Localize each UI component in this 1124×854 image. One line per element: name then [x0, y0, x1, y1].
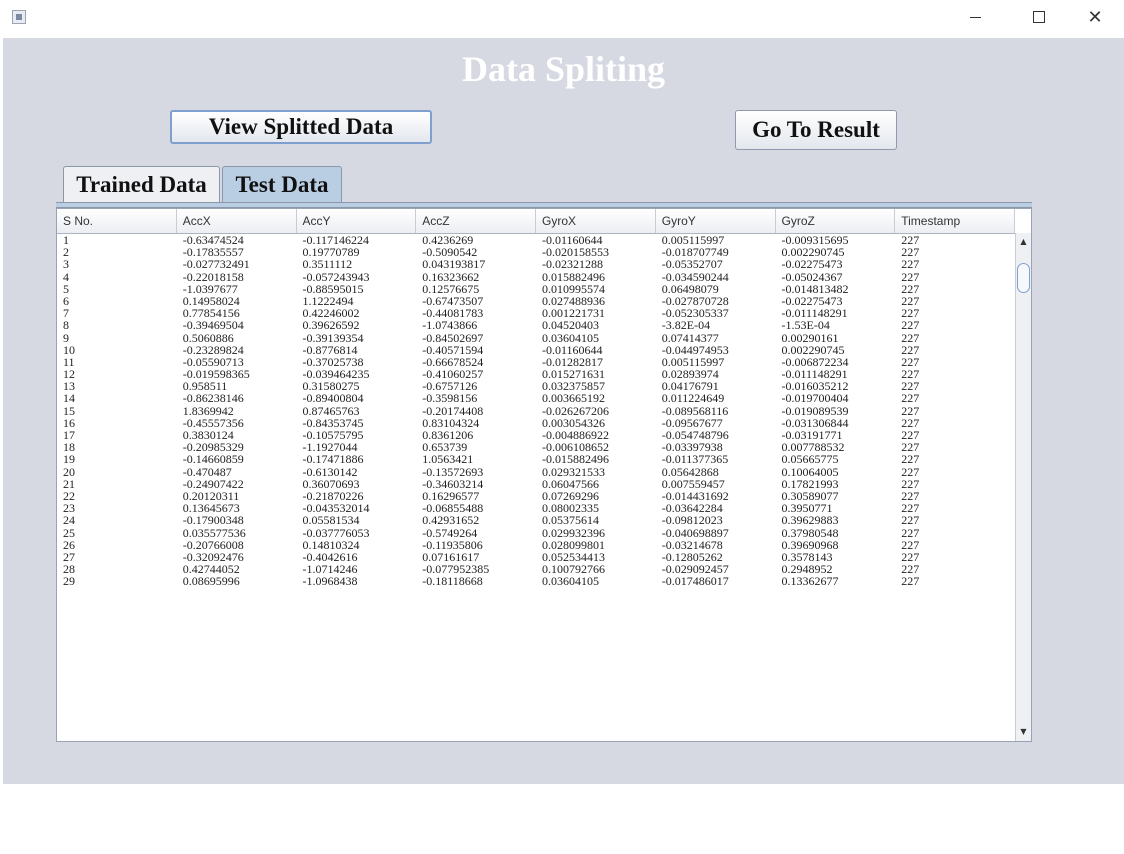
table-cell: 22 [63, 489, 75, 503]
table-cell: 25 [63, 526, 75, 539]
table-cell: -0.006872234 [781, 355, 849, 369]
column-header[interactable]: S No. [57, 209, 177, 233]
table-cell: -0.6130142 [302, 465, 358, 478]
table-row[interactable] [57, 307, 1015, 319]
table-cell: -3.82E-04 [661, 319, 711, 332]
table-cell: -1.0743866 [422, 319, 478, 332]
table-cell: -0.05024367 [781, 270, 843, 283]
table-cell: 0.100792766 [542, 563, 605, 576]
column-header[interactable]: Timestamp [895, 209, 1015, 233]
table-cell: 0.07414377 [661, 331, 719, 344]
table-cell: 16 [63, 416, 75, 429]
table-cell: 227 [901, 270, 920, 283]
table-cell: 0.39629883 [781, 514, 839, 527]
table-cell: -0.052305337 [661, 307, 729, 320]
table-cell: -0.67473507 [422, 294, 484, 308]
table-cell: 0.00290161 [781, 331, 839, 344]
column-header[interactable]: AccX [177, 209, 297, 233]
table-row[interactable] [57, 527, 1015, 539]
main-panel [3, 38, 1124, 784]
table-cell: 0.015271631 [542, 368, 605, 381]
table-cell: -0.20766008 [182, 538, 244, 551]
table-cell: -0.32092476 [182, 550, 244, 564]
table-cell: 227 [901, 538, 920, 551]
table-cell: -0.01282817 [542, 355, 603, 369]
table-cell: 227 [901, 331, 920, 344]
table-cell: 0.04520403 [542, 319, 599, 332]
table-cell: 0.002290745 [781, 343, 845, 356]
table-cell: 227 [901, 441, 920, 454]
table-cell: -0.03642284 [661, 502, 723, 515]
table-cell: 0.052534413 [542, 550, 605, 564]
table-cell: 14 [63, 392, 75, 405]
table-cell: -0.63474524 [182, 234, 244, 247]
table-cell: 24 [63, 514, 75, 527]
table-cell: 227 [901, 343, 920, 356]
table-cell: 0.16296577 [422, 489, 480, 503]
table-row[interactable] [57, 490, 1015, 502]
table-cell: 29 [63, 575, 75, 588]
table-cell: 0.029321533 [542, 465, 605, 478]
table-row[interactable] [57, 514, 1015, 526]
table-cell: 227 [901, 416, 920, 429]
table-cell: 0.83104324 [422, 416, 480, 429]
table-cell: -0.3598156 [422, 392, 478, 405]
table-cell: 227 [901, 404, 920, 417]
vertical-scrollbar[interactable] [1015, 233, 1031, 741]
minimize-icon[interactable] [952, 2, 998, 32]
tab-trained-data[interactable]: Trained Data [63, 166, 220, 202]
table-row[interactable] [57, 271, 1015, 283]
table-cell: 227 [901, 392, 920, 405]
table-cell: -0.20174408 [422, 404, 484, 417]
table-cell: 27 [63, 550, 75, 564]
table-cell: -0.03214678 [661, 538, 723, 551]
table-cell: 227 [901, 526, 920, 539]
table-cell: 0.043193817 [422, 258, 486, 271]
table-cell: -0.13572693 [422, 465, 484, 478]
table-row[interactable] [57, 563, 1015, 575]
table-cell: 227 [901, 258, 920, 271]
table-cell: -0.014431692 [661, 489, 729, 503]
table-cell: -0.014813482 [781, 282, 849, 295]
table-cell: -0.40571594 [422, 343, 484, 356]
table-cell: 0.06047566 [542, 477, 599, 490]
table-cell: -0.01160644 [542, 234, 603, 247]
table-cell: -0.018707749 [661, 246, 729, 259]
table-cell: -0.05590713 [182, 355, 244, 369]
table-row[interactable] [57, 466, 1015, 478]
table-cell: 0.14958024 [182, 294, 240, 308]
table-cell: 0.015882496 [542, 270, 605, 283]
table-cell: 7 [63, 307, 69, 320]
table-cell: -0.05352707 [661, 258, 723, 271]
table-cell: 19 [63, 453, 75, 466]
table-cell: 15 [63, 404, 75, 417]
table-cell: 227 [901, 380, 920, 393]
table-cell: 227 [901, 319, 920, 332]
table-cell: 0.5060886 [182, 331, 234, 344]
table-row[interactable] [57, 319, 1015, 331]
table-cell: -0.015882496 [542, 453, 609, 466]
view-splitted-data-button[interactable]: View Splitted Data [170, 110, 432, 144]
table-cell: 8 [63, 319, 69, 332]
table-cell: 227 [901, 575, 920, 588]
table-cell: 17 [63, 429, 75, 442]
table-cell: 0.07161617 [422, 550, 480, 564]
table-cell: 0.2948952 [781, 563, 833, 576]
table-cell: 18 [63, 441, 75, 454]
table-row[interactable] [57, 453, 1015, 465]
table-cell: 227 [901, 368, 920, 381]
table-cell: 0.05642868 [661, 465, 719, 478]
table-cell: 0.010995574 [542, 282, 605, 295]
table-cell: -0.39139354 [302, 331, 364, 344]
table-cell: -0.016035212 [781, 380, 849, 393]
table-cell: 0.027488936 [542, 294, 605, 308]
table-row[interactable] [57, 417, 1015, 429]
table-row[interactable] [57, 234, 1015, 246]
table-cell: 20 [63, 465, 75, 478]
scroll-down-icon[interactable]: ▼ [1020, 727, 1027, 736]
table-cell: -0.043532014 [302, 502, 370, 515]
table-cell: 0.16323662 [422, 270, 480, 283]
table-cell: -0.37025738 [302, 355, 364, 369]
table-cell: 10 [63, 343, 75, 356]
table-cell: 26 [63, 538, 75, 551]
maximize-icon[interactable] [1016, 2, 1062, 32]
column-header[interactable]: GyroY [656, 209, 776, 233]
table-cell: 0.06498079 [661, 282, 719, 295]
table-cell: -1.0714246 [302, 563, 358, 576]
table-cell: 0.08695996 [182, 575, 240, 588]
table-row[interactable] [57, 429, 1015, 441]
table-cell: 227 [901, 453, 920, 466]
table-cell: 0.005115997 [661, 355, 725, 369]
table-cell: -0.24907422 [182, 477, 244, 490]
go-to-result-button[interactable]: Go To Result [735, 110, 897, 150]
table-cell: -0.18118668 [422, 575, 483, 588]
table-cell: -0.41060257 [422, 368, 484, 381]
table-cell: -0.5749264 [422, 526, 478, 539]
table-cell: -0.44081783 [422, 307, 484, 320]
table-cell: 1.0563421 [422, 453, 474, 466]
table-cell: -1.53E-04 [781, 319, 830, 332]
table-cell: 0.3578143 [781, 550, 833, 564]
table-row[interactable] [57, 344, 1015, 356]
table-cell: 227 [901, 234, 920, 247]
table-cell: 0.12576675 [422, 282, 480, 295]
table-cell: -0.45557356 [182, 416, 244, 429]
table-cell: 227 [901, 502, 920, 515]
table-cell: -0.040698897 [661, 526, 729, 539]
table-cell: 1.8369942 [182, 404, 234, 417]
table-cell: 0.002290745 [781, 246, 845, 259]
table-cell: -0.21870226 [302, 489, 364, 503]
table-cell: 0.8361206 [422, 429, 474, 442]
table-cell: -0.11935806 [422, 538, 483, 551]
table-cell: 227 [901, 514, 920, 527]
table-cell: -0.66678524 [422, 355, 484, 369]
table-cell: 12 [63, 368, 75, 381]
table-cell: 0.028099801 [542, 538, 605, 551]
table-cell: 0.39690968 [781, 538, 839, 551]
data-table [56, 208, 1032, 742]
column-header[interactable]: AccY [297, 209, 417, 233]
table-cell: 0.04176791 [661, 380, 719, 393]
table-cell: 0.029932396 [542, 526, 605, 539]
column-header[interactable]: AccZ [416, 209, 536, 233]
table-cell: -1.0968438 [302, 575, 358, 588]
table-cell: 0.005115997 [661, 234, 725, 247]
table-cell: 5 [63, 282, 69, 295]
table-cell: 0.003054326 [542, 416, 605, 429]
table-cell: -0.10575795 [302, 429, 364, 442]
table-cell: 0.3950771 [781, 502, 833, 515]
table-cell: -0.5090542 [422, 246, 478, 259]
table-cell: -0.14660859 [182, 453, 244, 466]
table-row[interactable] [57, 502, 1015, 514]
table-cell: 1.1222494 [302, 294, 354, 308]
table-cell: 227 [901, 294, 920, 308]
close-icon[interactable]: ✕ [1087, 6, 1103, 28]
table-cell: -1.0397677 [182, 282, 238, 295]
table-cell: 0.13645673 [182, 502, 240, 515]
table-cell: -0.22018158 [182, 270, 244, 283]
column-header[interactable]: GyroZ [776, 209, 896, 233]
table-cell: 0.31580275 [302, 380, 360, 393]
table-row[interactable] [57, 392, 1015, 404]
table-cell: 0.05665775 [781, 453, 839, 466]
table-cell: -0.027870728 [661, 294, 729, 308]
table-cell: -0.02275473 [781, 294, 843, 308]
table-row[interactable] [57, 575, 1015, 587]
table-cell: -0.027732491 [182, 258, 250, 271]
table-cell: 0.36070693 [302, 477, 360, 490]
table-cell: -0.006108652 [542, 441, 609, 454]
table-cell: 11 [63, 355, 75, 369]
table-cell: 0.39626592 [302, 319, 360, 332]
scroll-up-icon[interactable]: ▲ [1020, 237, 1027, 246]
table-cell: 0.10064005 [781, 465, 839, 478]
table-row[interactable] [57, 380, 1015, 392]
table-cell: 227 [901, 307, 920, 320]
table-row[interactable] [57, 405, 1015, 417]
table-cell: 0.007788532 [781, 441, 845, 454]
scroll-thumb[interactable] [1017, 263, 1030, 293]
table-cell: -0.011377365 [661, 453, 729, 466]
table-cell: -0.09567677 [661, 416, 723, 429]
table-cell: -0.34603214 [422, 477, 484, 490]
table-row[interactable] [57, 246, 1015, 258]
table-cell: 0.02893974 [661, 368, 719, 381]
table-cell: 227 [901, 465, 920, 478]
table-row[interactable] [57, 258, 1015, 270]
table-cell: 0.77854156 [182, 307, 240, 320]
table-cell: 0.20120311 [182, 489, 240, 503]
table-cell: 4 [63, 270, 69, 283]
table-cell: 0.30589077 [781, 489, 839, 503]
table-cell: -0.84353745 [302, 416, 364, 429]
table-cell: -0.026267206 [542, 404, 609, 417]
table-cell: -0.117146224 [302, 234, 370, 247]
table-cell: 23 [63, 502, 75, 515]
table-cell: 227 [901, 477, 920, 490]
table-cell: -0.06855488 [422, 502, 484, 515]
table-cell: 0.007559457 [661, 477, 725, 490]
table-cell: -0.009315695 [781, 234, 849, 247]
table-cell: 13 [63, 380, 75, 393]
table-cell: -1.1927044 [302, 441, 358, 454]
table-cell: -0.20985329 [182, 441, 244, 454]
table-cell: -0.39469504 [182, 319, 244, 332]
table-cell: 21 [63, 477, 75, 490]
table-cell: -0.031306844 [781, 416, 849, 429]
table-cell: 0.03604105 [542, 331, 599, 344]
table-cell: 0.08002335 [542, 502, 599, 515]
table-cell: -0.84502697 [422, 331, 484, 344]
table-cell: -0.039464235 [302, 368, 370, 381]
table-row[interactable] [57, 356, 1015, 368]
table-cell: -0.057243943 [302, 270, 370, 283]
table-cell: -0.17900348 [182, 514, 244, 527]
table-row[interactable] [57, 441, 1015, 453]
table-cell: 0.001221731 [542, 307, 605, 320]
table-cell: 28 [63, 563, 75, 576]
table-row[interactable] [57, 368, 1015, 380]
table-cell: 0.13362677 [781, 575, 839, 588]
table-cell: -0.011148291 [781, 368, 848, 381]
table-cell: -0.004886922 [542, 429, 609, 442]
table-cell: -0.01160644 [542, 343, 603, 356]
table-cell: -0.4042616 [302, 550, 358, 564]
page-title: Data Spliting [461, 49, 666, 89]
table-cell: -0.23289824 [182, 343, 244, 356]
table-row[interactable] [57, 332, 1015, 344]
table-cell: 0.03604105 [542, 575, 599, 588]
table-cell: 0.37980548 [781, 526, 839, 539]
table-cell: 0.17821993 [781, 477, 839, 490]
table-cell: 1 [63, 234, 69, 247]
table-cell: 227 [901, 429, 920, 442]
table-cell: -0.02275473 [781, 258, 843, 271]
table-cell: -0.17471886 [302, 453, 364, 466]
table-cell: -0.03397938 [661, 441, 723, 454]
table-cell: 3 [63, 258, 69, 271]
table-cell: 0.003665192 [542, 392, 605, 405]
java-app-icon[interactable] [12, 10, 26, 24]
table-row[interactable] [57, 478, 1015, 490]
table-cell: 0.87465763 [302, 404, 360, 417]
table-cell: -0.03191771 [781, 429, 843, 442]
table-cell: -0.054748796 [661, 429, 729, 442]
table-cell: -0.029092457 [661, 563, 729, 576]
table-row[interactable] [57, 295, 1015, 307]
table-cell: -0.034590244 [661, 270, 729, 283]
table-cell: -0.019598365 [182, 368, 250, 381]
table-cell: 0.653739 [422, 441, 468, 454]
table-cell: -0.089568116 [661, 404, 729, 417]
table-cell: 227 [901, 489, 920, 503]
table-cell: 227 [901, 550, 920, 564]
table-row[interactable] [57, 283, 1015, 295]
column-header[interactable]: GyroX [536, 209, 656, 233]
table-cell: -0.12805262 [661, 550, 723, 564]
table-cell: 0.14810324 [302, 538, 360, 551]
table-row[interactable] [57, 539, 1015, 551]
table-cell: 227 [901, 246, 920, 259]
table-cell: 9 [63, 331, 69, 344]
table-cell: -0.011148291 [781, 307, 848, 320]
table-cell: 6 [63, 294, 69, 308]
table-cell: 0.19770789 [302, 246, 360, 259]
table-cell: -0.470487 [182, 465, 232, 478]
table-cell: 0.4236269 [422, 234, 474, 247]
table-cell: 0.035577536 [182, 526, 246, 539]
table-cell: 227 [901, 563, 920, 576]
table-cell: 0.958511 [182, 380, 228, 393]
table-body [57, 234, 1015, 587]
table-cell: 0.05375614 [542, 514, 599, 527]
table-cell: -0.02321288 [542, 258, 603, 271]
table-cell: -0.020158553 [542, 246, 609, 259]
table-cell: -0.037776053 [302, 526, 370, 539]
table-cell: -0.019089539 [781, 404, 849, 417]
table-cell: 0.05581534 [302, 514, 360, 527]
table-cell: 0.42744052 [182, 563, 240, 576]
table-cell: 0.07269296 [542, 489, 599, 503]
table-cell: 2 [63, 246, 69, 259]
table-cell: -0.09812023 [661, 514, 723, 527]
table-cell: -0.019700404 [781, 392, 849, 405]
table-cell: -0.89400804 [302, 392, 364, 405]
table-cell: 0.3830124 [182, 429, 234, 442]
table-cell: -0.8776814 [302, 343, 358, 356]
table-cell: -0.017486017 [661, 575, 729, 588]
table-cell: -0.17835557 [182, 246, 244, 259]
table-cell: -0.077952385 [422, 563, 490, 576]
table-cell: 227 [901, 282, 920, 295]
table-cell: -0.86238146 [182, 392, 244, 405]
table-cell: 227 [901, 355, 920, 369]
table-header [57, 209, 1015, 234]
table-cell: 0.3511112 [302, 258, 353, 271]
table-row[interactable] [57, 551, 1015, 563]
table-cell: -0.044974953 [661, 343, 729, 356]
table-cell: 0.42931652 [422, 514, 480, 527]
table-cell: -0.88595015 [302, 282, 364, 295]
table-cell: -0.6757126 [422, 380, 478, 393]
table-cell: 0.42246002 [302, 307, 360, 320]
tab-test-data[interactable]: Test Data [222, 166, 342, 202]
table-cell: 0.032375857 [542, 380, 605, 393]
table-cell: 0.011224649 [661, 392, 725, 405]
